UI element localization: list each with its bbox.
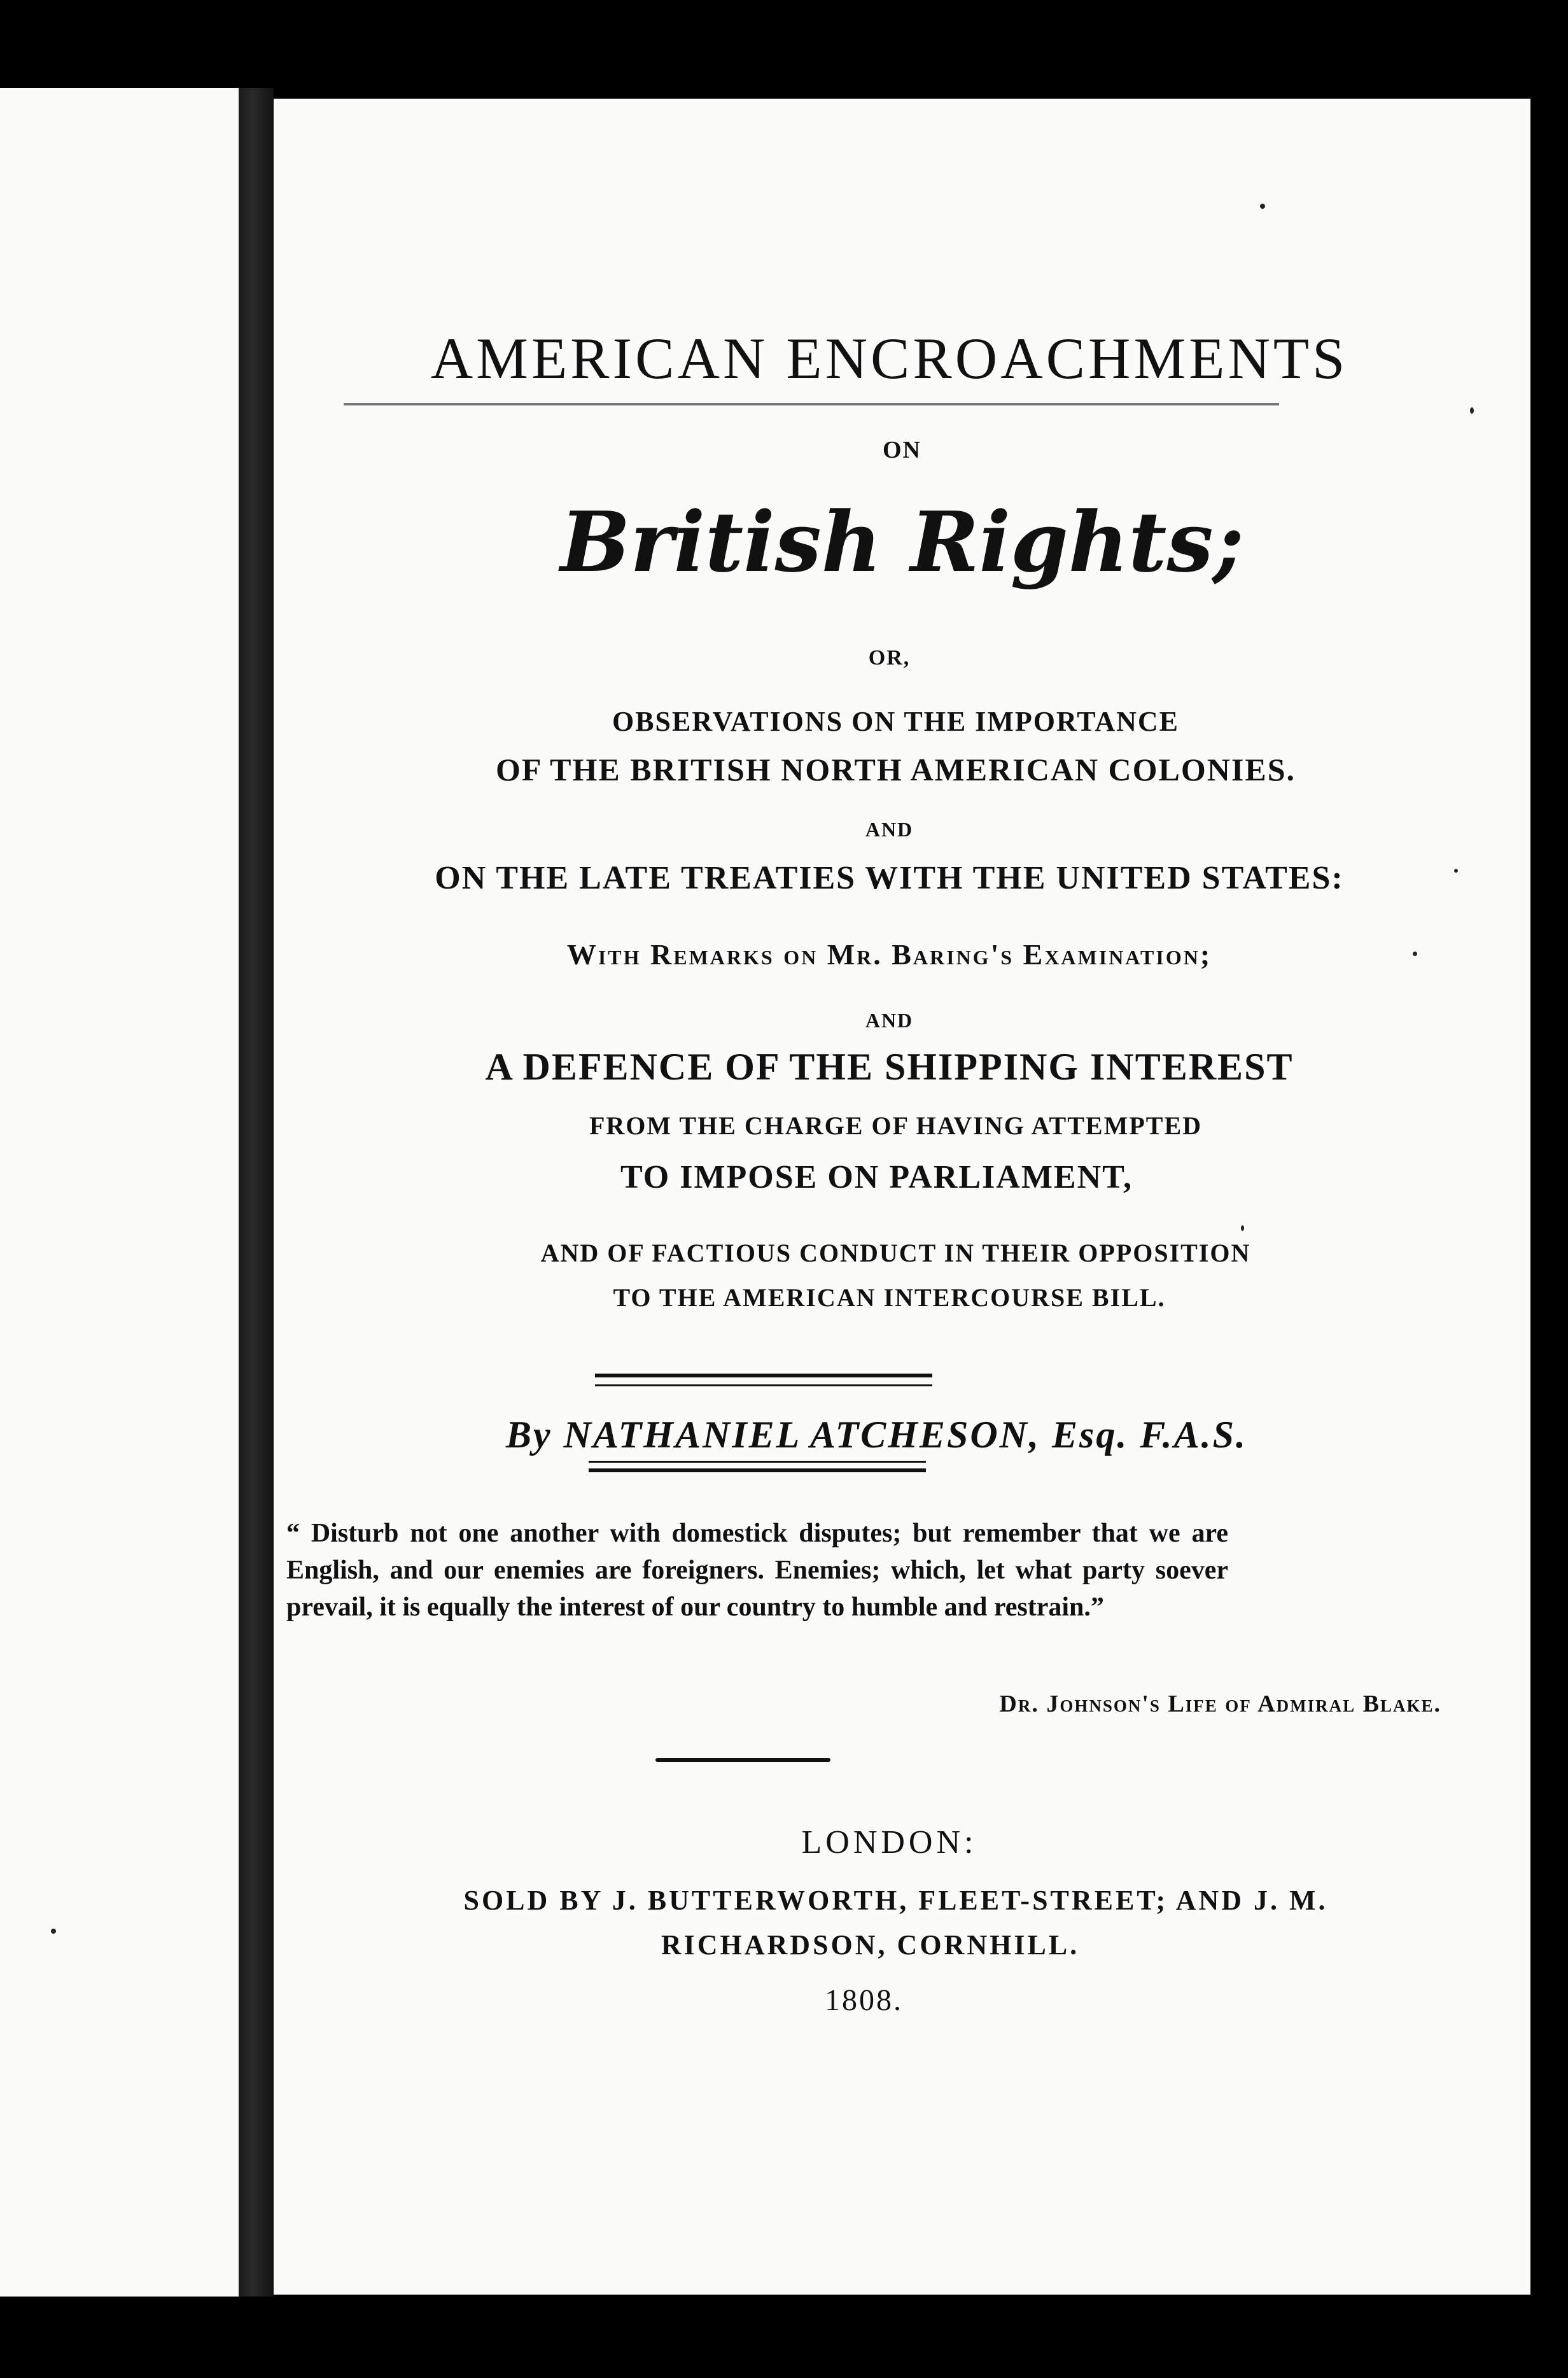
paper-speck	[1241, 1225, 1244, 1231]
subtitle-line-9: TO THE AMERICAN INTERCOURSE BILL.	[613, 1283, 1166, 1312]
paper-speck	[1454, 869, 1458, 873]
subtitle-line-8: AND OF FACTIOUS CONDUCT IN THEIR OPPOSITION	[540, 1239, 1251, 1267]
double-rule-top-a	[595, 1374, 932, 1377]
paper-speck	[1470, 407, 1474, 414]
subtitle-line-5: A DEFENCE OF THE SHIPPING INTEREST	[485, 1046, 1294, 1088]
paper-speck	[1413, 952, 1417, 956]
subtitle-line-2: OF THE BRITISH NORTH AMERICAN COLONIES.	[495, 752, 1296, 787]
imprint-line-1: SOLD BY J. BUTTERWORTH, FLEET-STREET; AND J. M.	[463, 1885, 1328, 1916]
subtitle-line-4: With Remarks on Mr. Baring's Examination;	[566, 938, 1212, 971]
epigraph-source: Dr. Johnson's Life of Admiral Blake.	[999, 1691, 1441, 1717]
title-underline	[344, 403, 1279, 405]
imprint-year: 1808.	[825, 1983, 903, 2017]
subtitle-line-3: ON THE LATE TREATIES WITH THE UNITED STATES:	[435, 860, 1344, 896]
subtitle-line-1: OBSERVATIONS ON THE IMPORTANCE	[612, 706, 1180, 737]
facing-blank-page	[0, 88, 239, 2297]
imprint-line-2: RICHARDSON, CORNHILL.	[661, 1929, 1080, 1960]
title-line-2: British Rights;	[560, 493, 1244, 591]
and-label-2: AND	[865, 1009, 914, 1032]
paper-speck	[51, 1929, 56, 1934]
author-line: By NATHANIEL ATCHESON, Esq. F.A.S.	[505, 1414, 1248, 1456]
subtitle-line-7: TO IMPOSE ON PARLIAMENT,	[620, 1159, 1133, 1195]
title-page	[274, 99, 1530, 2295]
title-line-1: AMERICAN ENCROACHMENTS	[430, 326, 1348, 391]
and-label-1: AND	[865, 818, 914, 841]
ornamental-rule	[655, 1758, 830, 1762]
imprint-city: LONDON:	[801, 1824, 977, 1861]
epigraph: “ Disturb not one another with domestick disputes; but remember that we are English, and our enemies are foreigners. Enemies; which, let what party soever prevail, it is equally the interest of our country to humble and restrain.”	[286, 1519, 1228, 1622]
double-rule-top-b	[595, 1384, 932, 1386]
subtitle-line-6: FROM THE CHARGE OF HAVING ATTEMPTED	[589, 1111, 1203, 1140]
on-label: ON	[883, 437, 921, 463]
or-label: OR,	[868, 646, 911, 670]
paper-speck	[1260, 204, 1265, 209]
double-rule-bottom-a	[589, 1461, 926, 1463]
double-rule-bottom-b	[589, 1468, 926, 1472]
